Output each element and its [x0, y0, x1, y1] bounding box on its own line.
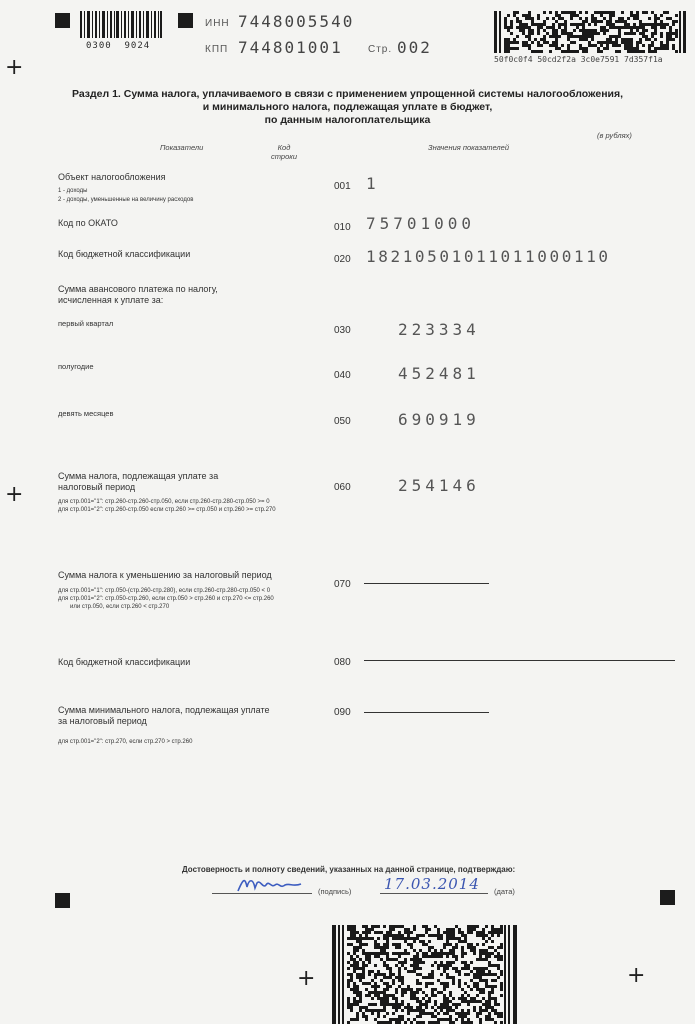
- advance-heading-line-2: исчисленная к уплате за:: [58, 295, 164, 305]
- row-040-code: 040: [334, 370, 351, 381]
- date-label: (дата): [494, 887, 515, 896]
- handwritten-signature: [235, 873, 305, 895]
- barcode-number: 0300 9024: [86, 41, 151, 51]
- row-090-label-line-2: за налоговый период: [58, 716, 147, 726]
- row-040-value[interactable]: 452481: [398, 364, 480, 383]
- corner-marker-top-left: [55, 13, 70, 28]
- column-header-code-line-2: строки: [271, 152, 297, 161]
- page-label: Стр.: [368, 44, 393, 55]
- row-080-empty-line[interactable]: [364, 660, 675, 661]
- row-060-code: 060: [334, 482, 351, 493]
- row-020-code: 020: [334, 254, 351, 265]
- row-050-code: 050: [334, 416, 351, 427]
- row-030-label: первый квартал: [58, 319, 114, 328]
- row-030-value[interactable]: 223334: [398, 320, 480, 339]
- row-001-note-1: 1 - доходы: [58, 188, 88, 194]
- row-090-note-1: для стр.001="2": стр.270, если стр.270 > стр.260: [58, 739, 193, 745]
- registration-cross-icon: +: [5, 482, 24, 507]
- registration-cross-icon: +: [627, 963, 646, 988]
- 2d-barcode: [494, 11, 686, 53]
- row-060-note-2: для стр.001="2": стр.260-стр.050 если стр.260 >= стр.050 и стр.260 >= стр.270: [58, 507, 276, 513]
- corner-marker-bottom-left: [55, 893, 70, 908]
- section-title: [0, 88, 695, 127]
- column-header-values: Значения показателей: [428, 143, 510, 152]
- bottom-2d-barcode: [332, 925, 518, 1024]
- kpp-value: 744801001: [238, 38, 343, 57]
- row-070-empty-line[interactable]: [364, 583, 489, 584]
- currency-note: (в рублях): [597, 131, 632, 140]
- row-060-label-line-1: Сумма налога, подлежащая уплате за: [58, 471, 219, 481]
- row-090-label-line-1: Сумма минимального налога, подлежащая уплате: [58, 705, 270, 715]
- row-020-value[interactable]: 18210501011011000110: [366, 247, 611, 266]
- row-080-label: Код бюджетной классификации: [58, 657, 191, 667]
- registration-cross-icon: +: [297, 966, 316, 991]
- row-001-label: Объект налогообложения: [58, 172, 166, 182]
- row-070-label: Сумма налога к уменьшению за налоговый период: [58, 570, 272, 580]
- row-080-code: 080: [334, 657, 351, 668]
- linear-barcode: [80, 11, 162, 38]
- barcode-hash-code: 50f0c0f4 50cd2f2a 3c0e7591 7d357f1a: [494, 55, 663, 64]
- row-090-empty-line[interactable]: [364, 712, 489, 713]
- signature-label: (подпись): [318, 887, 352, 896]
- row-060-note-1: для стр.001="1": стр.260-стр.260-стр.050, если стр.260-стр.280-стр.050 >= 0: [58, 499, 270, 505]
- inn-label: ИНН: [205, 18, 230, 29]
- column-header-code: [269, 143, 299, 161]
- advance-heading-line-1: Сумма авансового платежа по налогу,: [58, 284, 218, 294]
- title-line-3: по данным налогоплательщика: [264, 114, 431, 126]
- registration-cross-icon: +: [5, 55, 24, 80]
- inn-value: 7448005540: [238, 12, 355, 31]
- row-020-label: Код бюджетной классификации: [58, 249, 191, 259]
- row-060-value[interactable]: 254146: [398, 476, 480, 495]
- row-001-note-2: 2 - доходы, уменьшенные на величину расходов: [58, 197, 194, 203]
- column-header-code-line-1: Код: [277, 143, 291, 152]
- row-090-code: 090: [334, 707, 351, 718]
- date-line[interactable]: [380, 893, 488, 894]
- row-050-label: девять месяцев: [58, 409, 114, 418]
- row-070-note-3: или стр.050, если стр.260 < стр.270: [70, 604, 170, 610]
- row-070-note-1: для стр.001="1": стр.050-(стр.260-стр.280), если стр.260-стр.280-стр.050 < 0: [58, 588, 271, 594]
- row-070-note-2: для стр.001="2": стр.050-стр.260, если стр.050 > стр.260 и стр.270 <= стр.260: [58, 596, 274, 602]
- row-070-code: 070: [334, 579, 351, 590]
- kpp-label: КПП: [205, 44, 229, 55]
- row-040-label: полугодие: [58, 362, 94, 371]
- confirmation-text: Достоверность и полноту сведений, указанных на данной странице, подтверждаю:: [182, 865, 516, 874]
- title-line-1: Раздел 1. Сумма налога, уплачиваемого в связи с применением упрощенной системы налогообложения,: [71, 88, 624, 100]
- row-010-label: Код по ОКАТО: [58, 218, 118, 228]
- page-value: 002: [397, 38, 432, 57]
- row-001-value[interactable]: 1: [366, 174, 380, 193]
- row-050-value[interactable]: 690919: [398, 410, 480, 429]
- row-060-label-line-2: налоговый период: [58, 482, 136, 492]
- title-line-2: и минимального налога, подлежащая уплате в бюджет,: [202, 101, 493, 113]
- corner-marker-top-mid: [178, 13, 193, 28]
- row-030-code: 030: [334, 325, 351, 336]
- corner-marker-bottom-right: [660, 890, 675, 905]
- handwritten-date: 17.03.2014: [384, 875, 480, 893]
- row-010-code: 010: [334, 222, 351, 233]
- row-001-code: 001: [334, 181, 351, 192]
- column-header-indicators: Показатели: [160, 143, 204, 152]
- row-010-value[interactable]: 75701000: [366, 214, 476, 233]
